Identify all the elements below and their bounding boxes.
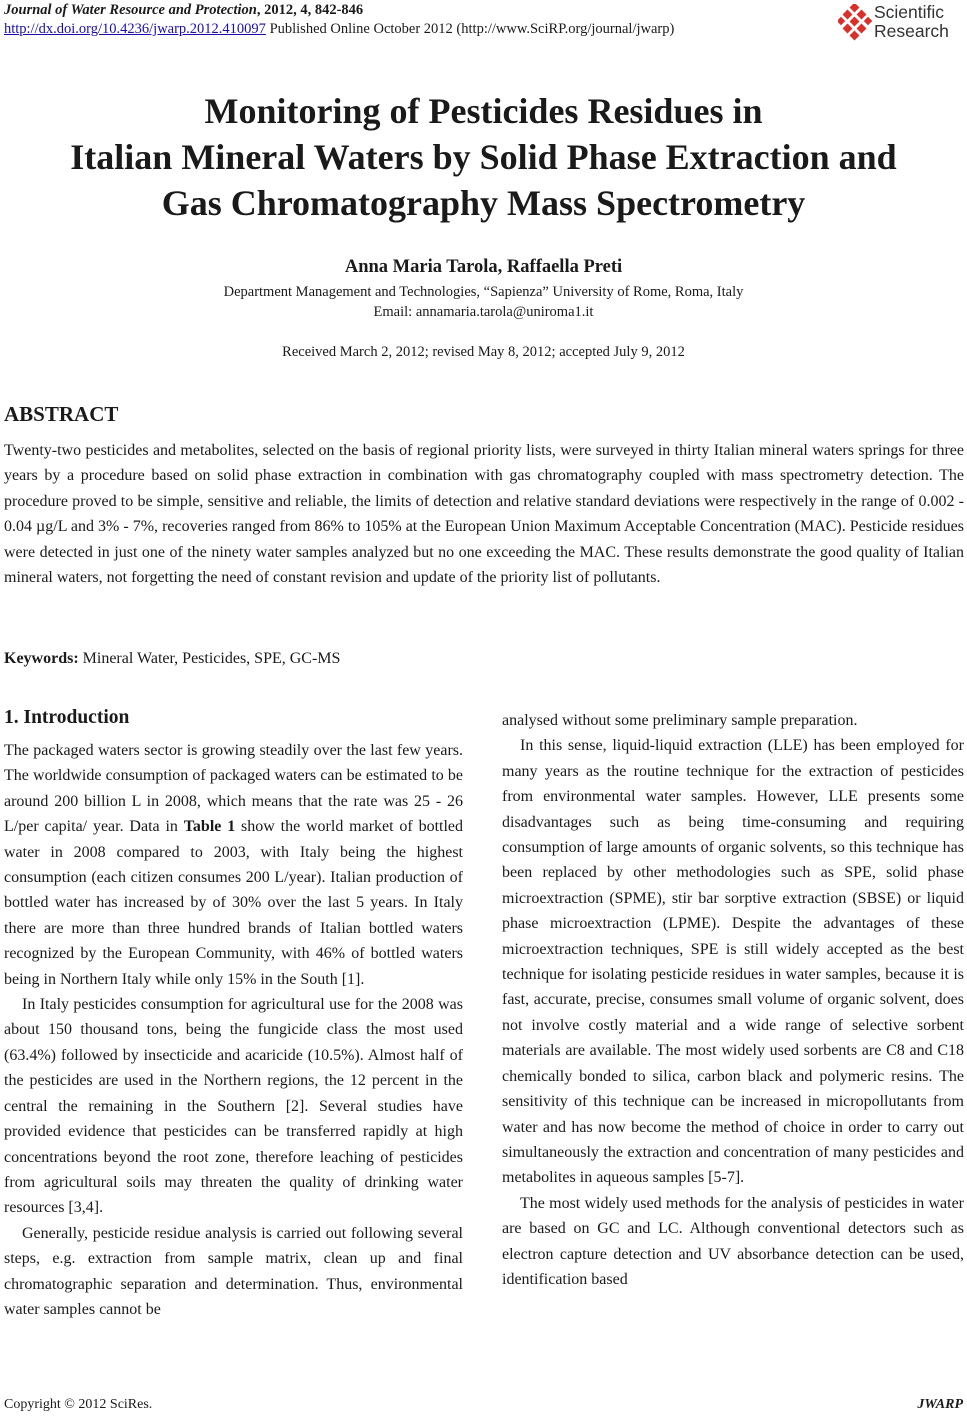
- journal-abbreviation: JWARP: [917, 1397, 963, 1412]
- authors: Anna Maria Tarola, Raffaella Preti: [344, 257, 623, 277]
- title-line-3: Gas Chromatography Mass Spectrometry: [161, 183, 806, 223]
- logo-wordmark: [874, 3, 949, 41]
- intro-p1-text-a: The packaged waters sector is growing steadily over the last few years. The worldwide consumption of packaged waters can be estimated to be around 200 billion L in 2008, which means that the rate was 25 - 26 L/per capita/ year. Data in: [4, 742, 463, 836]
- abstract-heading: ABSTRACT: [4, 402, 119, 426]
- article-title: [0, 88, 967, 226]
- keywords-list: Mineral Water, Pesticides, SPE, GC-MS: [78, 650, 341, 667]
- journal-name: Journal of Water Resource and Protection: [4, 2, 257, 18]
- intro-p1-text-b: show the world market of bottled water in 2008 compared to 2003, with Italy being the highest consumption (each citizen consumes 200 L/year). Italian production of bottled water has increased by of 30% over the last 5 years. In Italy there are more than three hundred brands of Italian bottled waters recognized by the European Community, with 46% of bottled waters being in Northern Italy while only 15% in the South [1].: [4, 818, 464, 988]
- affiliation: Department Management and Technologies, “Sapienza” University of Rome, Roma, Italy: [223, 284, 744, 300]
- right-column: [502, 708, 964, 1292]
- author-email: Email: annamaria.tarola@uniroma1.it: [373, 304, 594, 320]
- left-column: [4, 705, 463, 1322]
- abstract-text: Twenty-two pesticides and metabolites, selected on the basis of regional priority lists, were surveyed in thirty Italian mineral waters springs for three years by a procedure based on solid phase extraction in combination with gas chromatography coupled with mass spectrometry detection. The procedure proved to be simple, sensitive and reliable, the limits of detection and relative standard deviations were respectively in the range of 0.002 - 0.04 µg/L and 3% - 7%, recoveries ranged from 86% to 105% at the European Union Maximum Acceptable Concentration (MAC). Pesticide residues were detected in just one of the ninety water samples analyzed but no one exceeding the MAC. These results demonstrate the good quality of Italian mineral waters, not forgetting the need of constant revision and update of the priority list of pollutants.: [4, 442, 964, 587]
- intro-paragraph-1: [4, 738, 463, 992]
- journal-citation: [4, 2, 363, 19]
- doi-link[interactable]: http://dx.doi.org/10.4236/jwarp.2012.410097: [4, 21, 266, 37]
- intro-paragraph-4: In this sense, liquid-liquid extraction (LLE) has been employed for many years as the routine technique for the extraction of pesticides from environmental water samples. However, LLE presents some disadvantages such as being time-consuming and requiring consumption of large amounts of organic solvents, so this technique has been replaced by other methodologies such as SPE, solid phase microextraction (SPME), stir bar sorptive extraction (SBSE) or liquid phase microextraction (LPME). Despite the advantages of these microextraction techniques, SPE is still widely accepted as the best technique for isolating pesticide residues in water samples, because it is fast, accurate, precise, consumes small volume of organic solvent, does not involve costly material and a wide range of selective sorbent materials are available. The most widely used sorbents are C8 and C18 chemically bonded to silica, carbon black and polymeric resins. The sensitivity of this technique can be increased in micropollutants from water and has now become the method of choice in order to carry out simultaneously the extraction and concentration of many pesticides and metabolites in aqueous samples [5-7].: [502, 737, 964, 1187]
- scientific-research-logo: [838, 3, 966, 45]
- intro-paragraph-5: The most widely used methods for the analysis of pesticides in water are based on GC and LC. Although conventional detectors such as electron capture detection and UV absorbance detection can be used, identification based: [502, 1194, 964, 1288]
- intro-paragraph-3-continued: analysed without some preliminary sample preparation.: [502, 712, 858, 729]
- keywords-label: Keywords:: [4, 650, 79, 667]
- logo-line-2: Research: [874, 21, 949, 41]
- copyright-footer: Copyright © 2012 SciRes.: [4, 1397, 153, 1412]
- title-line-2: Italian Mineral Waters by Solid Phase Extraction and: [70, 137, 897, 177]
- doi-line: [4, 21, 674, 38]
- keywords: [4, 650, 964, 668]
- page-header: [0, 0, 967, 48]
- received-dates: Received March 2, 2012; revised May 8, 2012; accepted July 9, 2012: [282, 344, 685, 360]
- logo-diamond-icon: [838, 4, 872, 44]
- intro-paragraph-3: Generally, pesticide residue analysis is carried out following several steps, e.g. extraction from sample matrix, clean up and final chromatographic separation and determination. Thus, environmental water samples cannot be: [4, 1224, 463, 1318]
- table-1-reference: Table 1: [183, 818, 236, 836]
- logo-line-1: Scientific: [874, 2, 945, 22]
- title-line-1: Monitoring of Pesticides Residues in: [204, 91, 763, 131]
- section-heading-introduction: 1. Introduction: [4, 707, 130, 728]
- journal-issue: , 2012, 4, 842-846: [256, 2, 364, 18]
- published-online-text: Published Online October 2012 (http://www.SciRP.org/journal/jwarp): [265, 21, 675, 37]
- intro-paragraph-2: In Italy pesticides consumption for agricultural use for the 2008 was about 150 thousand tons, being the fungicide class the most used (63.4%) followed by insecticide and acaricide (10.5%). Almost half of the pesticides are used in the Northern regions, the 12 percent in the central the remaining in the Southern [2]. Several studies have provided evidence that pesticides can be transferred rapidly at high concentrations beyond the root zone, therefore leaching of pesticides from agricultural soils may threaten the quality of drinking water resources [3,4].: [4, 996, 463, 1217]
